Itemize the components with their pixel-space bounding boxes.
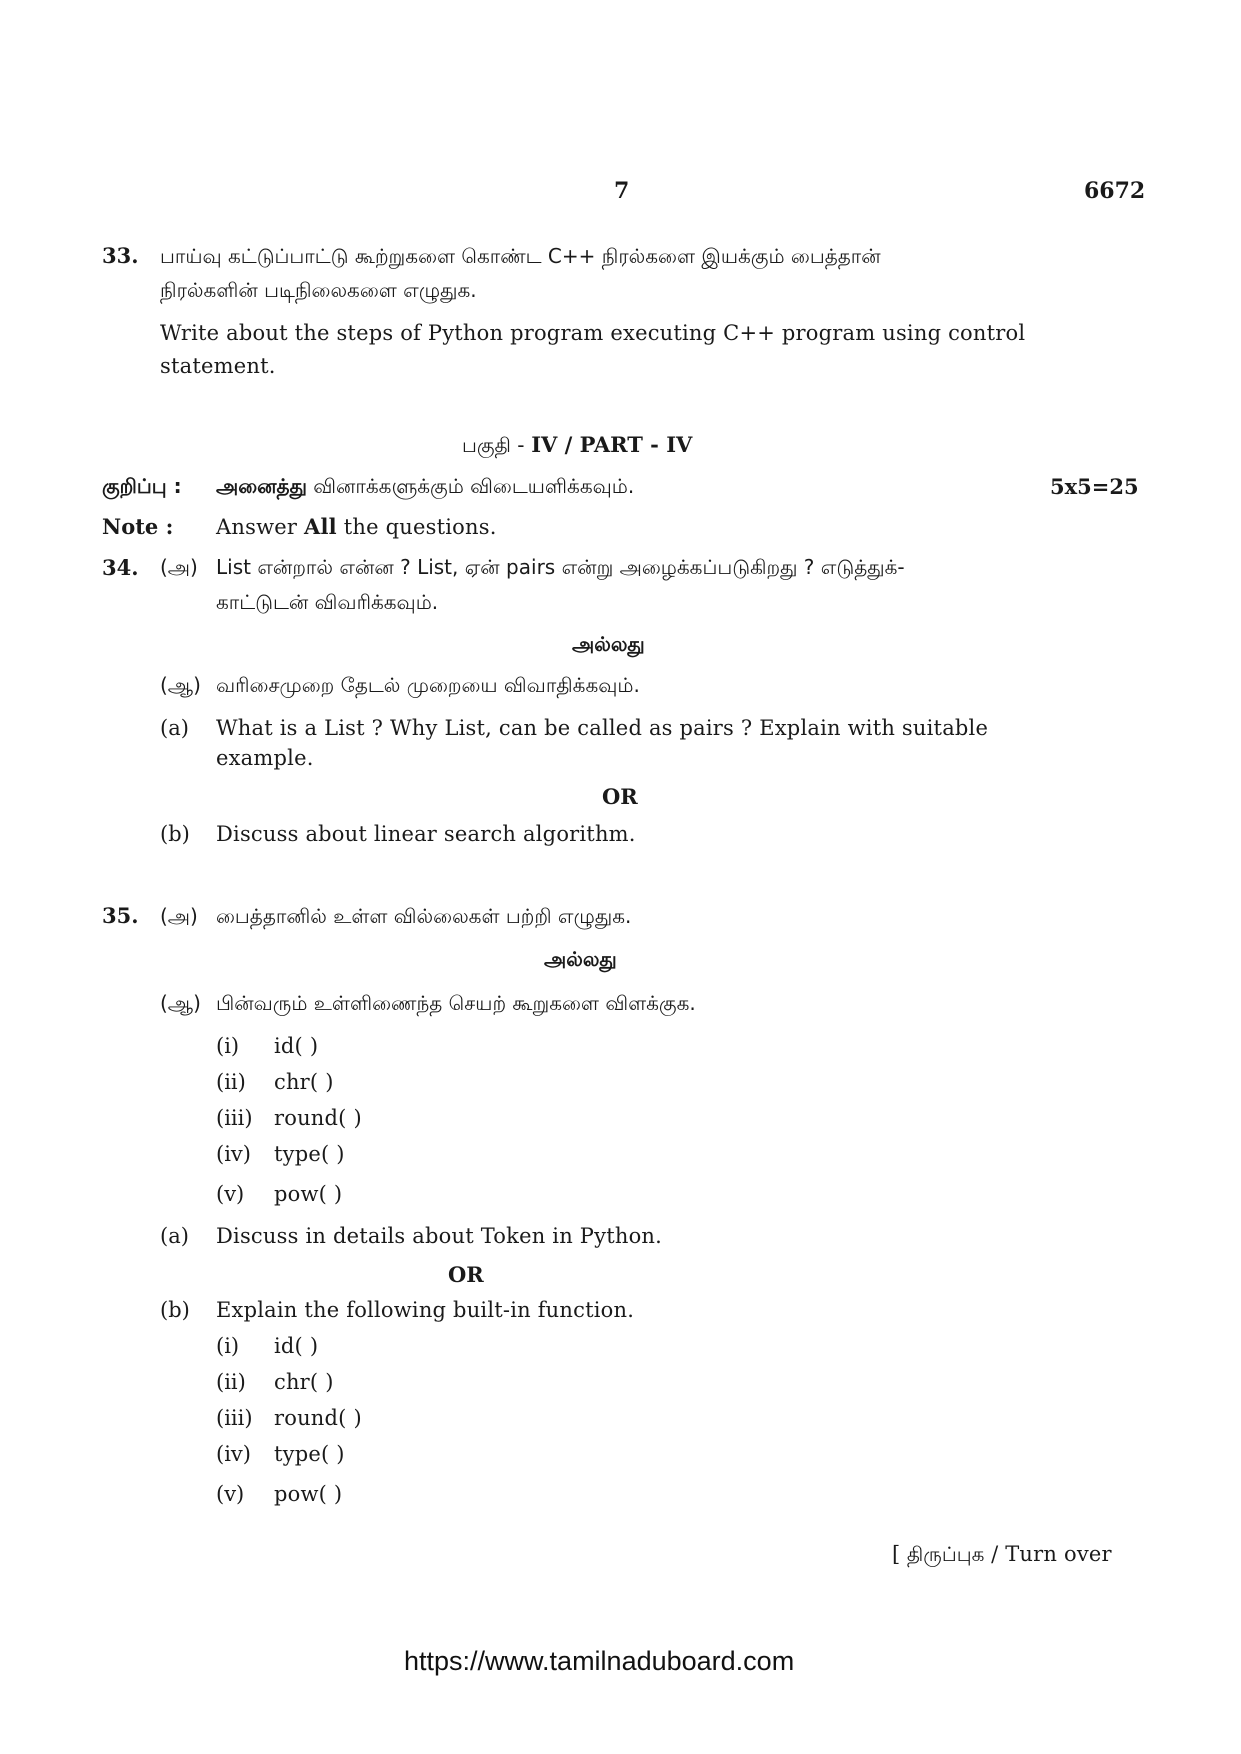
q35-ta-item-text: id( )	[274, 1034, 319, 1058]
q35-ta-item-text: chr( )	[274, 1070, 334, 1094]
q35-en-item-text: id( )	[274, 1334, 319, 1358]
q35-b-tamil-text: பின்வரும் உள்ளிணைந்த செயற் கூறுகளை விளக்குக.	[216, 991, 696, 1015]
q33-english-line2: statement.	[160, 354, 276, 378]
note-bold: All	[304, 514, 337, 539]
note-tamil-bold: அனைத்து	[216, 474, 307, 498]
q35-a-tamil-text: பைத்தானில் உள்ள வில்லைகள் பற்றி எழுதுக.	[216, 904, 632, 928]
q34-a-tamil-line1: List என்றால் என்ன ? List, ஏன் pairs என்று அழைக்கப்படுகிறது ? எடுத்துக்-	[216, 555, 905, 579]
q34-a-english-line1: What is a List ? Why List, can be called as pairs ? Explain with suitable	[216, 716, 989, 740]
q35-ta-item-number: (iv)	[216, 1142, 251, 1166]
q35-ta-item-number: (i)	[216, 1034, 240, 1058]
note-pre: Answer	[216, 515, 298, 539]
turn-over-bracket: [	[892, 1542, 901, 1566]
turn-over-tamil: திருப்புக	[906, 1542, 985, 1566]
part-heading	[462, 432, 692, 460]
q35-en-item-number: (ii)	[216, 1370, 246, 1394]
q34-b-english-text: Discuss about linear search algorithm.	[216, 822, 636, 846]
turn-over-english: / Turn over	[991, 1542, 1112, 1566]
q34-a-tamil-line2: காட்டுடன் விவரிக்கவும்.	[216, 590, 439, 614]
part-heading-english: IV / PART - IV	[531, 432, 693, 457]
part-heading-tamil: பகுதி -	[462, 433, 525, 457]
q33-tamil-line2: நிரல்களின் படிநிலைகளை எழுதுக.	[160, 278, 477, 302]
paper-code: 6672	[1084, 178, 1146, 204]
q35-a-english-text: Discuss in details about Token in Python.	[216, 1224, 663, 1248]
q35-b-english-label: (b)	[160, 1298, 190, 1322]
q35-ta-item-text: type( )	[274, 1142, 345, 1166]
note-text-english	[216, 514, 497, 539]
q35-en-item-text: pow( )	[274, 1482, 343, 1506]
q35-ta-item-text: pow( )	[274, 1182, 343, 1206]
q35-en-item-number: (i)	[216, 1334, 240, 1358]
q35-b-english-text: Explain the following built-in function.	[216, 1298, 635, 1322]
q34-b-tamil-label: (ஆ)	[160, 673, 201, 697]
q35-ta-item-number: (v)	[216, 1182, 245, 1206]
q35-or-tamil: அல்லது	[544, 947, 617, 971]
q35-a-english-label: (a)	[160, 1224, 189, 1248]
q35-ta-item-number: (ii)	[216, 1070, 246, 1094]
note-label-english: Note :	[102, 514, 174, 539]
q33-tamil-line1: பாய்வு கட்டுப்பாட்டு கூற்றுகளை கொண்ட C++ நிரல்களை இயக்கும் பைத்தான்	[160, 244, 881, 268]
q34-a-tamil-label: (அ)	[160, 555, 198, 579]
marks-allocation: 5x5=25	[1050, 474, 1139, 499]
q34-or-tamil: அல்லது	[572, 632, 645, 656]
q34-b-english-label: (b)	[160, 822, 190, 846]
note-post: the questions.	[343, 515, 497, 539]
question-number-35: 35.	[102, 903, 139, 928]
q34-or-english: OR	[602, 784, 638, 809]
turn-over	[892, 1542, 1112, 1569]
q35-en-item-number: (v)	[216, 1482, 245, 1506]
q35-en-item-text: chr( )	[274, 1370, 334, 1394]
q35-b-tamil-label: (ஆ)	[160, 991, 201, 1015]
question-number-33: 33.	[102, 243, 139, 268]
note-tamil-rest: வினாக்களுக்கும் விடையளிக்கவும்.	[313, 474, 635, 498]
note-text-tamil	[216, 474, 634, 501]
q34-b-tamil-text: வரிசைமுறை தேடல் முறையை விவாதிக்கவும்.	[216, 673, 640, 697]
note-label-tamil: குறிப்பு :	[102, 474, 182, 498]
q35-en-item-number: (iv)	[216, 1442, 251, 1466]
q33-english-line1: Write about the steps of Python program executing C++ program using control	[160, 321, 1026, 345]
q34-a-english-line2: example.	[216, 746, 314, 770]
q35-or-english: OR	[448, 1262, 484, 1287]
page-number: 7	[614, 178, 630, 204]
source-url[interactable]: https://www.tamilnaduboard.com	[404, 1646, 795, 1676]
q35-a-tamil-label: (அ)	[160, 904, 198, 928]
q35-en-item-text: type( )	[274, 1442, 345, 1466]
question-number-34: 34.	[102, 555, 139, 580]
q35-ta-item-text: round( )	[274, 1106, 362, 1130]
q34-a-english-label: (a)	[160, 716, 189, 740]
q35-ta-item-number: (iii)	[216, 1106, 253, 1130]
q35-en-item-number: (iii)	[216, 1406, 253, 1430]
q35-en-item-text: round( )	[274, 1406, 362, 1430]
